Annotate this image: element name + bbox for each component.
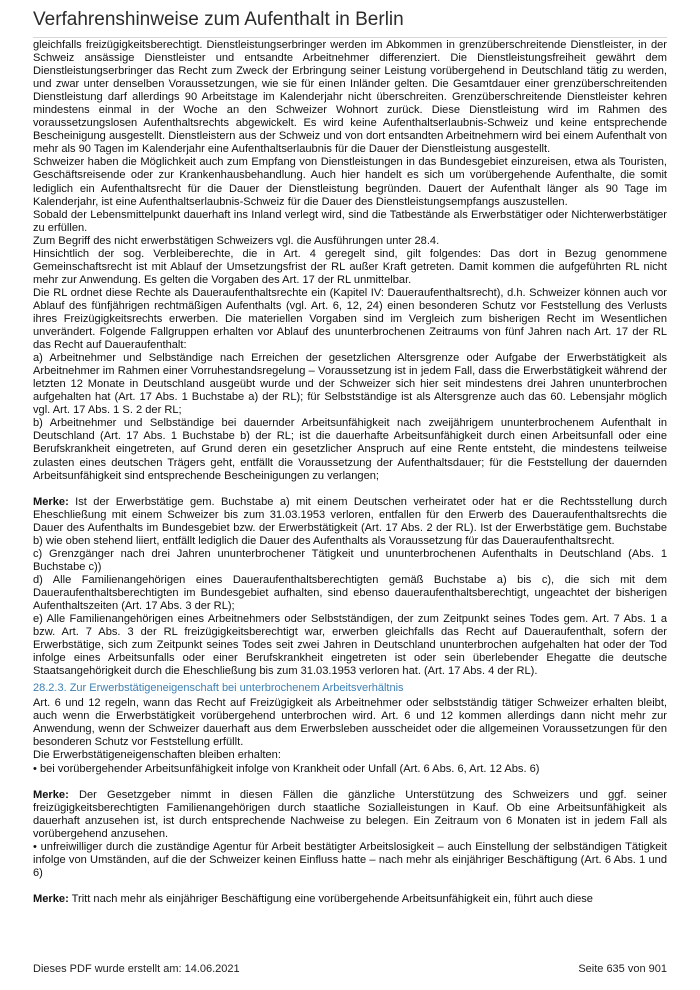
list-item-a: a) Arbeitnehmer und Selbständige nach Erreichen der gesetzlichen Altersgrenze oder Aufgabe der Erwerbstätigkeit als Arbeitnehmer im Rahmen einer Vorruhestandsregelung – Voraussetzung ist in jedem Fall, dass die Erwerbstätigkeit während der letzten 12 Monate in Deutschland ausgeübt wurde und der Schweizer sich hier seit mindestens drei Jahren ununterbrochen aufgehalten hat (Art. 17 Abs. 1 Buchstabe a) der RL); für Selbstständige ist als Altersgrenze auch das 60. Lebensjahr möglich vgl. Art. 17 Abs. 1 S. 2 der RL; (33, 352, 667, 417)
paragraph-dienstleister: gleichfalls freizügigkeitsberechtigt. Dienstleistungserbringer werden im Abkommen in grenzüberschreitende Dienstleister, in der Schweiz ansässige Dienstleister und entsandte Arbeitnehmer differenziert. Die Dienstleistungsfreiheit gewährt dem Dienstleistungserbringer das Recht zum Zweck der Erbringung seiner Leistung vorübergehend in Deutschland tätig zu werden, und zwar unter denselben Voraussetzungen, wie sie für einen Inländer gelten. Die Gesamtdauer einer grenzüberschreitenden Dienstleistung darf allerdings 90 Arbeitstage im Kalenderjahr nicht überschreiten. Grenzüberschreitende Dienstleister kehren mindestens einmal in der Woche an den Schweizer Wohnort zurück. Diese Dienstleistung wird im Rahmen des voraussetzungslosen Aufenthaltsrechts abgewickelt. Es wird keine Aufenthaltserlaubnis-Schweiz und keine entsprechende Bescheinigung ausgestellt. Dienstleistern aus der Schweiz und von dort entsandten Arbeitnehmern wird bei einem Aufenthalt von mehr als 90 Tagen im Kalenderjahr eine Aufenthaltserlaubnis für die Dauer der Dienstleistung ausgestellt. (33, 39, 667, 156)
paragraph-dienstleistungsempfang: Schweizer haben die Möglichkeit auch zum Empfang von Dienstleistungen in das Bundesgebiet einzureisen, etwa als Touristen, Geschäftsreisende oder zur Krankenhausbehandlung. Auch hier handelt es sich um vorübergehende Aufenthalte, die somit lediglich ein Aufenthaltsrecht für die Dauer der Dienstleistung begründen. Dauert der Aufenthalt länger als 90 Tage im Kalenderjahr, ist eine Aufenthaltserlaubnis-Schweiz für die Dauer des Dienstleistungsempfangs auszustellen. (33, 156, 667, 208)
list-item-d: d) Alle Familienangehörigen eines Daueraufenthaltsberechtigten gemäß Buchstabe a) bis c), die sich mit dem Daueraufenthaltsberechtigten im Bundesgebiet aufhalten, sind ebenso daueraufenthaltsberechtigt, ungeachtet der bisherigen Aufenthaltszeiten (Art. 17 Abs. 3 der RL); (33, 573, 667, 612)
bullet-item-krankheit: • bei vorübergehender Arbeitsunfähigkeit infolge von Krankheit oder Unfall (Art. 6 Abs. 6, Art. 12 Abs. 6) (33, 762, 540, 775)
merke-label: Merke: (33, 892, 69, 905)
list-item-b: b) Arbeitnehmer und Selbständige bei dauernder Arbeitsunfähigkeit nach zweijährigem ununterbrochenem Aufenthalt in Deutschland (Art. 17 Abs. 1 Buchstabe b) der RL; ist die dauerhafte Arbeitsunfähigkeit durch einen Arbeitsunfall oder eine Berufskrankheit eingetreten, auf Grund deren ein gesetzlicher Anspruch auf eine Rente entsteht, die mindestens teilweise zulasten eines deutschen Trägers geht, entfällt die Voraussetzung der Aufenthaltsdauer; für die Feststellung der dauernden Arbeitsunfähigkeit sind entsprechende Bescheinigungen zu verlangen; (33, 417, 667, 482)
merke-label: Merke: (33, 788, 69, 801)
page-number: Seite 635 von 901 (578, 963, 667, 975)
paragraph-begriff-nichterwerbstaetig: Zum Begriff des nicht erwerbstätigen Schweizers vgl. die Ausführungen unter 28.4. (33, 234, 440, 247)
merke-note-1 (33, 496, 667, 548)
merke-text: Tritt nach mehr als einjähriger Beschäftigung eine vorübergehende Arbeitsunfähigkeit ein, führt auch diese (68, 892, 593, 905)
creation-date: Dieses PDF wurde erstellt am: 14.06.2021 (33, 963, 240, 975)
paragraph-erhalten: Die Erwerbstätigeneigenschaften bleiben erhalten: (33, 749, 281, 762)
list-item-c: c) Grenzgänger nach drei Jahren ununterbrochener Tätigkeit und ununterbrochenen Aufenthalts in Deutschland (Abs. 1 Buchstabe c)) (33, 547, 667, 573)
document-title: Verfahrenshinweise zum Aufenthalt in Berlin (33, 9, 404, 30)
paragraph-unterbrechung: Art. 6 und 12 regeln, wann das Recht auf Freizügigkeit als Arbeitnehmer oder selbstständig tätiger Schweizer erhalten bleibt, auch wenn die Erwerbstätigkeit vorübergehend unterbrochen wird. Art. 6 und 12 kommen allerdings dann nicht mehr zur Anwendung, wenn der Schweizer dauerhaft aus dem Erwerbsleben ausscheidet oder die allgemeinen Voraussetzungen für den besonderen Schutz vor Feststellung erfüllt. (33, 697, 667, 749)
paragraph-daueraufenthaltsrechte: Die RL ordnet diese Rechte als Daueraufenthaltsrechte ein (Kapitel IV: Daueraufenthaltsrecht), d.h. Schweizer können auch vor Ablauf des fünfjährigen rechtmäßigen Aufenthalts (vgl. Art. 6, 12, 24) einen besonderen Schutz vor Feststellung des Verlusts ihres Freizügigkeitsrechts erwerben. Die materiellen Vorgaben sind im Vergleich zum bisherigen Recht im Wesentlichen unverändert. Folgende Fallgruppen erhalten vor Ablauf des ununterbrochenen Zeitraums von fünf Jahren nach Art. 17 der RL das Recht auf Daueraufenthalt: (33, 286, 667, 352)
bullet-item-arbeitslosigkeit: • unfreiwilliger durch die zuständige Agentur für Arbeit bestätigter Arbeitslosigkeit – auch Einstellung der selbständigen Tätigkeit infolge von Umständen, auf die der Schweizer keinen Einfluss hatte – nach mehr als einjähriger Beschäftigung (Art. 6 Abs. 1 und 6) (33, 840, 667, 879)
merke-note-2 (33, 789, 667, 841)
paragraph-verbleiberechte: Hinsichtlich der sog. Verbleiberechte, die in Art. 4 geregelt sind, gilt folgendes: Das dort in Bezug genommene Gemeinschaftsrecht ist mit Ablauf der Umsetzungsfrist der RL außer Kraft getreten. Damit kommen die aufgeführten RL nicht mehr zur Anwendung. Es gelten die Vorgaben des Art. 17 der RL unmittelbar. (33, 247, 667, 286)
merke-text: Der Gesetzgeber nimmt in diesen Fällen die gänzliche Unterstützung des Schweizers und ggf. seiner freizügigkeitsberechtigten Familienangehörigen durch staatliche Sozialleistungen in Kauf. Ob eine Arbeitsunfähigkeit als dauerhaft anzusehen ist, ist durch entsprechende Nachweise zu belegen. Ein Zeitraum von 6 Monaten ist in jedem Fall als vorübergehend anzusehen. (33, 788, 667, 840)
merke-text: Ist der Erwerbstätige gem. Buchstabe a) mit einem Deutschen verheiratet oder hat er die Rechtsstellung durch Eheschließung mit einem Schweizer bis zum 31.03.1953 verloren, entfallen für den Erwerb des Daueraufenthaltsrechts die Dauer des Aufenthalts im Bundesgebiet bzw. der Erwerbstätigkeit (Art. 17 Abs. 2 der RL). Ist der Erwerbstätige gem. Buchstabe b) wie oben stehend liiert, entfällt lediglich die Dauer des Aufenthalts als Voraussetzung für das Daueraufenthaltsrecht. (33, 495, 667, 547)
paragraph-lebensmittelpunkt: Sobald der Lebensmittelpunkt dauerhaft ins Inland verlegt wird, sind die Tatbestände als Erwerbstätiger oder Nichterwerbstätiger zu erfüllen. (33, 208, 667, 234)
title-divider (33, 37, 667, 38)
merke-note-3 (33, 893, 667, 906)
merke-label: Merke: (33, 495, 69, 508)
list-item-e: e) Alle Familienangehörigen eines Arbeitnehmers oder Selbstständigen, der zum Zeitpunkt seines Todes gem. Art. 7 Abs. 1 a bzw. Art. 7 Abs. 3 der RL freizügigkeitsberechtigt war, erwerben gleichfalls das Recht auf Daueraufenthalt, sofern der Erwerbstätige, sich zum Zeitpunkt seines Todes seit zwei Jahren in Deutschland ununterbrochen aufgehalten hat oder der Tod infolge eines Arbeitsunfalls oder einer Berufskrankheit eingetreten ist oder sein überlebender Ehegatte die deutsche Staatsangehörigkeit durch die Eheschließung bis zum 31.03.1953 verloren hat. (Art. 17 Abs. 4 der RL). (33, 613, 667, 678)
section-heading: 28.2.3. Zur Erwerbstätigeneigenschaft bei unterbrochenem Arbeitsverhältnis (33, 682, 404, 695)
document-body (33, 39, 667, 906)
